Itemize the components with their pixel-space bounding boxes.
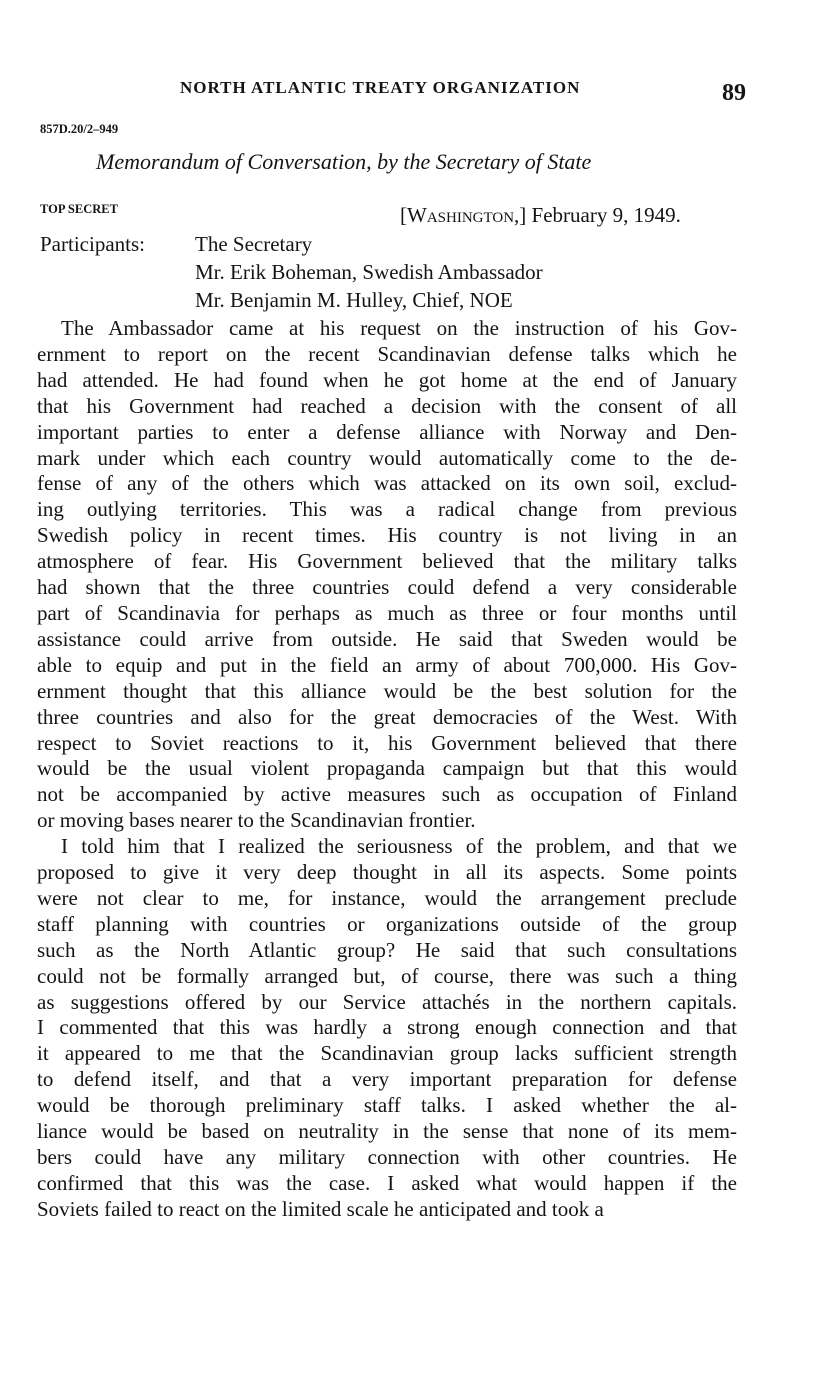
text-line: ing outlying territories. This was a radical change from previous: [37, 497, 737, 522]
participant-item: The Secretary: [195, 232, 313, 256]
document-title: Memorandum of Conversation, by the Secretary of State: [96, 149, 592, 174]
text-line: not be accompanied by active measures such as occupation of Finland: [37, 782, 737, 807]
text-line: ernment thought that this alliance would be the best solution for the: [37, 678, 737, 703]
paragraph: [37, 834, 737, 1223]
text-line: The Ambassador came at his request on the instruction of his Gov-: [61, 316, 737, 340]
participants-label: Participants:: [40, 232, 145, 256]
text-line: ernment to report on the recent Scandinavian defense talks which he: [37, 341, 737, 366]
text-line: proposed to give it very deep thought in all its aspects. Some points: [37, 860, 737, 885]
text-line: liance would be based on neutrality in the sense that none of its mem-: [37, 1119, 737, 1144]
text-line: I told him that I realized the seriousness of the problem, and that we: [61, 834, 737, 859]
text-line: would be the usual violent propaganda campaign but that this would: [37, 756, 737, 781]
text-line: I commented that this was hardly a strong enough connection and that: [37, 1015, 737, 1040]
file-number: 857D.20/2–949: [40, 122, 119, 136]
classification-label: TOP SECRET: [40, 202, 118, 216]
text-line: important parties to enter a defense alliance with Norway and Den-: [37, 419, 737, 444]
text-line: confirmed that this was the case. I asked what would happen if the: [37, 1170, 737, 1195]
dateline-place: [Washington,]: [400, 203, 527, 227]
running-head: NORTH ATLANTIC TREATY ORGANIZATION: [180, 78, 581, 97]
text-line: that his Government had reached a decision with the consent of all: [37, 393, 737, 418]
page-number: 89: [722, 80, 746, 106]
paragraph: [37, 316, 737, 834]
text-line: it appeared to me that the Scandinavian group lacks sufficient strength: [37, 1041, 737, 1066]
text-line: or moving bases nearer to the Scandinavian frontier.: [37, 808, 476, 833]
text-line: such as the North Atlantic group? He said that such consultations: [37, 937, 737, 962]
text-line: as suggestions offered by our Service attachés in the northern capitals.: [37, 989, 737, 1014]
text-line: were not clear to me, for instance, would the arrangement preclude: [37, 885, 737, 910]
text-line: part of Scandinavia for perhaps as much as three or four months until: [37, 600, 737, 625]
memorandum-body: [37, 316, 737, 1223]
text-line: would be thorough preliminary staff talks. I asked whether the al-: [37, 1093, 737, 1118]
participant-item: Mr. Benjamin M. Hulley, Chief, NOE: [195, 288, 513, 312]
text-line: bers could have any military connection with other countries. He: [37, 1145, 737, 1169]
text-line: staff planning with countries or organizations outside of the group: [37, 911, 737, 936]
dateline-date: February 9, 1949.: [531, 203, 681, 227]
text-line: could not be formally arranged but, of course, there was such a thing: [37, 963, 737, 988]
text-line: respect to Soviet reactions to it, his Government believed that there: [37, 730, 737, 755]
text-line: fense of any of the others which was attacked on its own soil, exclud-: [37, 471, 737, 496]
participant-item: Mr. Erik Boheman, Swedish Ambassador: [195, 260, 543, 284]
text-line: had shown that the three countries could defend a very considerable: [37, 575, 737, 600]
text-line: Swedish policy in recent times. His country is not living in an: [37, 523, 737, 548]
text-line: Soviets failed to react on the limited scale he anticipated and took a: [37, 1196, 604, 1221]
dateline: [400, 203, 681, 228]
text-line: atmosphere of fear. His Government believed that the military talks: [37, 549, 737, 574]
participants-list: [195, 230, 543, 314]
text-line: able to equip and put in the field an army of about 700,000. His Gov-: [37, 652, 737, 677]
text-line: to defend itself, and that a very important preparation for defense: [37, 1067, 737, 1092]
text-line: mark under which each country would automatically come to the de-: [37, 445, 737, 470]
text-line: three countries and also for the great democracies of the West. With: [37, 704, 737, 729]
text-line: had attended. He had found when he got home at the end of January: [37, 367, 737, 392]
text-line: assistance could arrive from outside. He said that Sweden would be: [37, 626, 737, 651]
